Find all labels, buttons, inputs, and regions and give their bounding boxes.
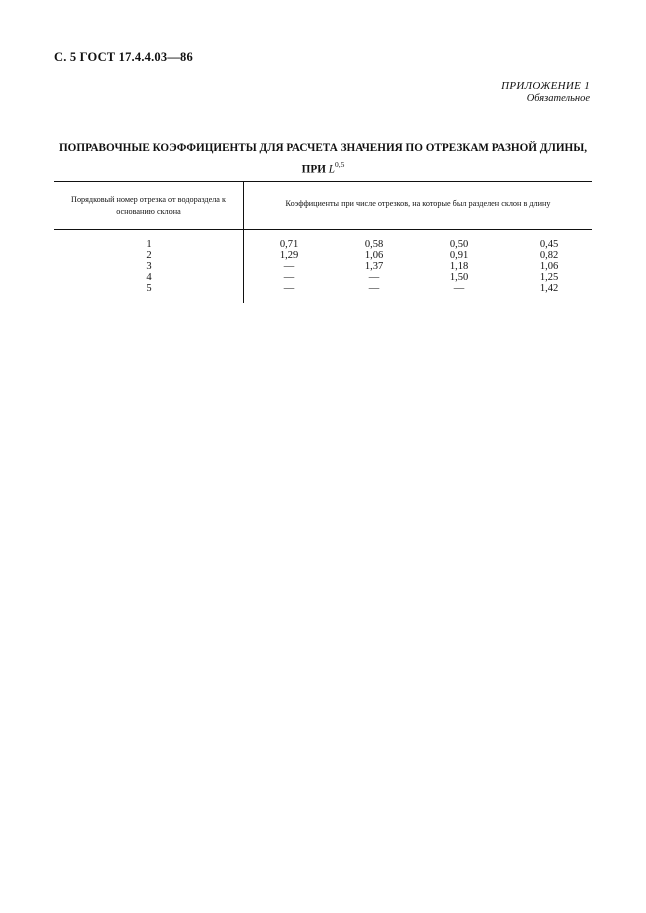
table-cell: 0,91	[449, 250, 469, 261]
table-cell: —	[283, 261, 295, 272]
title-variable: L	[328, 163, 335, 176]
title-exponent: 0,5	[334, 160, 345, 169]
table-row	[54, 250, 592, 261]
table-cell: 1,18	[449, 261, 469, 272]
table-cell: 1,25	[539, 272, 559, 283]
table-cell: 2	[146, 250, 152, 261]
table-cell: 1,29	[279, 250, 299, 261]
table-cell: 3	[146, 261, 152, 272]
page-header: С. 5 ГОСТ 17.4.4.03—86	[54, 50, 193, 64]
table-cell: —	[283, 272, 295, 283]
table-cell: 1,06	[364, 250, 384, 261]
appendix-status: Обязательное	[526, 93, 590, 104]
column-header-coefficients: Коэффициенты при числе отрезков, на которые был разделен склон в длину	[285, 199, 551, 208]
table-row	[54, 261, 592, 272]
table-header-rule	[54, 229, 592, 230]
appendix-number: ПРИЛОЖЕНИЕ 1	[501, 80, 590, 92]
coefficients-table	[54, 181, 592, 303]
appendix-label	[501, 80, 590, 104]
table-top-rule	[54, 181, 592, 182]
table-cell: 1	[146, 239, 152, 250]
title-line-1: ПОПРАВОЧНЫЕ КОЭФФИЦИЕНТЫ ДЛЯ РАСЧЕТА ЗНАЧЕНИЯ ПО ОТРЕЗКАМ РАЗНОЙ ДЛИНЫ,	[58, 142, 588, 154]
table-cell: —	[368, 272, 380, 283]
table-cell: 5	[146, 283, 152, 294]
title-line-2	[50, 157, 596, 179]
table-cell: 0,58	[364, 239, 384, 250]
table-cell: 0,82	[539, 250, 559, 261]
column-header-segment-number: Порядковый номер отрезка от водораздела к основанию склона	[71, 195, 226, 216]
table-cell: 1,37	[364, 261, 384, 272]
table-cell: —	[283, 283, 295, 294]
table-row	[54, 272, 592, 283]
table-cell: 0,50	[449, 239, 469, 250]
table-cell: 0,45	[539, 239, 559, 250]
table-row	[54, 239, 592, 250]
table-cell: 1,06	[539, 261, 559, 272]
table-title	[50, 140, 596, 179]
title-prefix: ПРИ	[301, 163, 326, 176]
table-cell: —	[368, 283, 380, 294]
table-cell: 0,71	[279, 239, 299, 250]
table-cell: 4	[146, 272, 152, 283]
table-cell: 1,42	[539, 283, 559, 294]
table-cell: —	[453, 283, 465, 294]
table-cell: 1,50	[449, 272, 469, 283]
table-row	[54, 283, 592, 294]
